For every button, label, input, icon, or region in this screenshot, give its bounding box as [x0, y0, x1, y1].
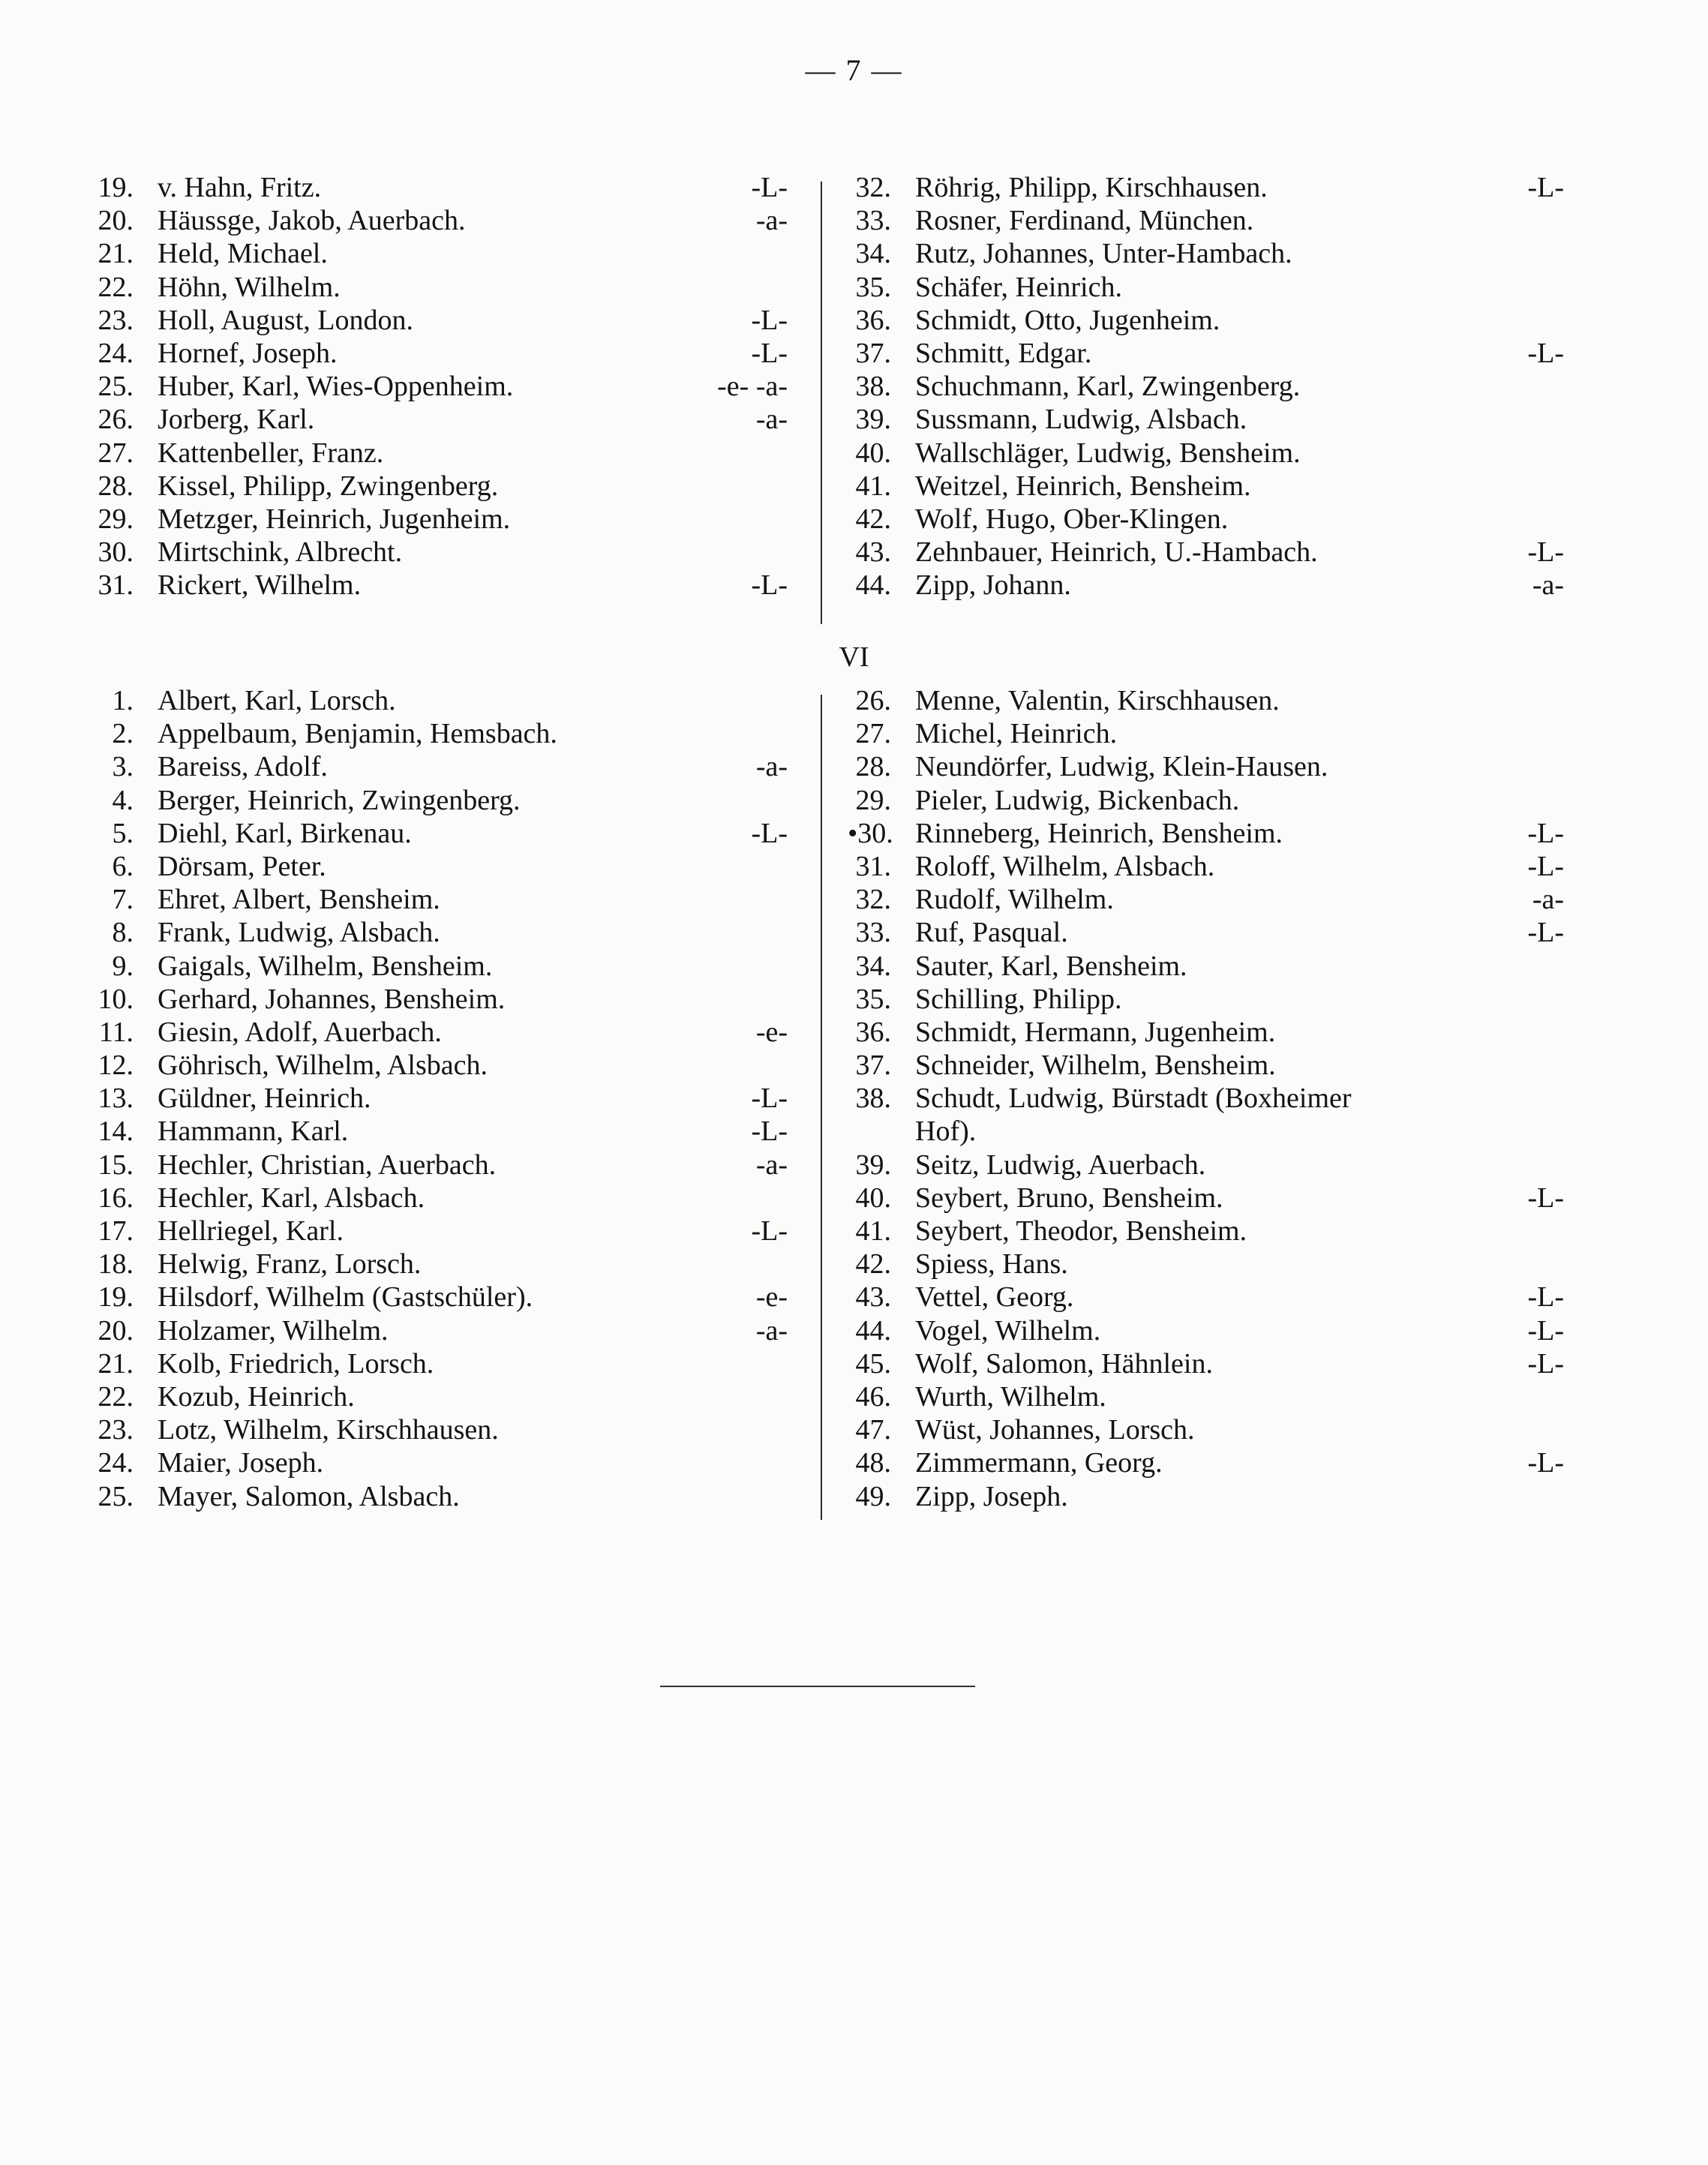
entry-number: 35. — [855, 271, 891, 303]
entry-name: Kolb, Friedrich, Lorsch. — [158, 1347, 434, 1380]
entry-name: Höhn, Wilhelm. — [158, 271, 341, 303]
list-item — [90, 784, 788, 817]
list-item — [90, 883, 788, 916]
entry-number: 13. — [98, 1082, 134, 1115]
list-item — [90, 950, 788, 983]
entry-name: Zehnbauer, Heinrich, U.-Hambach. — [915, 536, 1318, 569]
entry-number: 46. — [855, 1380, 891, 1413]
entry-number: 24. — [98, 1447, 134, 1479]
list-item — [848, 983, 1564, 1016]
list-item — [90, 1480, 788, 1513]
entry-number: 39. — [855, 1149, 891, 1181]
list-item — [90, 850, 788, 883]
entry-mark: -L- — [1527, 337, 1564, 369]
list-item — [90, 1016, 788, 1049]
entry-name: Schudt, Ludwig, Bürstadt (Boxheimer — [915, 1082, 1352, 1115]
entry-number: 49. — [855, 1480, 891, 1512]
entry-name: Sussmann, Ludwig, Alsbach. — [915, 404, 1247, 436]
list-item — [848, 304, 1564, 337]
entry-number: 14. — [98, 1116, 134, 1148]
entry-name: Rickert, Wilhelm. — [158, 569, 362, 602]
list-item — [90, 1347, 788, 1380]
entry-number: 29. — [855, 784, 891, 816]
list-item — [90, 536, 788, 569]
list-item — [848, 1248, 1564, 1281]
entry-number: 9. — [112, 950, 134, 982]
entry-name: Röhrig, Philipp, Kirschhausen. — [915, 172, 1268, 203]
entry-name: Hellriegel, Karl. — [158, 1215, 344, 1247]
entry-number: 4. — [112, 784, 134, 816]
entry-number: 36. — [855, 304, 891, 336]
list-item — [848, 569, 1564, 602]
entry-name: Bareiss, Adolf. — [158, 751, 328, 783]
entry-number: 8. — [112, 917, 134, 949]
entry-number: 22. — [98, 1380, 134, 1413]
entry-number: 5. — [112, 817, 134, 849]
section-heading-vi: VI — [839, 641, 869, 673]
entry-number: 39. — [855, 404, 891, 436]
entry-number: 11. — [98, 1016, 134, 1048]
list-item — [90, 503, 788, 536]
list-item — [90, 569, 788, 602]
section-top — [0, 171, 1708, 614]
entry-number: 32. — [855, 172, 891, 203]
entry-mark: -L- — [1527, 917, 1564, 949]
entry-name: Göhrisch, Wilhelm, Alsbach. — [158, 1049, 488, 1082]
column-left — [90, 684, 788, 1513]
entry-name: Wüst, Johannes, Lorsch. — [915, 1414, 1195, 1446]
list-item — [90, 470, 788, 503]
entry-name: Seybert, Theodor, Bensheim. — [915, 1215, 1247, 1247]
entry-name: Berger, Heinrich, Zwingenberg. — [158, 784, 521, 816]
entry-number: 43. — [855, 536, 891, 569]
list-item — [90, 1049, 788, 1082]
section-vi — [0, 684, 1708, 1524]
list-item — [90, 983, 788, 1016]
entry-number: 48. — [855, 1447, 891, 1479]
list-item — [90, 1413, 788, 1446]
entry-number: 47. — [855, 1414, 891, 1446]
list-item — [848, 370, 1564, 403]
list-item — [848, 1281, 1564, 1314]
list-item — [848, 470, 1564, 503]
entry-name: Rutz, Johannes, Unter-Hambach. — [915, 238, 1292, 270]
entry-number: 15. — [98, 1149, 134, 1181]
entry-number: 25. — [98, 371, 134, 403]
list-item — [848, 684, 1564, 717]
entry-mark: -L- — [1527, 850, 1564, 882]
entry-name: Diehl, Karl, Birkenau. — [158, 817, 412, 849]
entry-number: 37. — [855, 337, 891, 369]
entry-number: 19. — [98, 1281, 134, 1314]
entry-mark: -L- — [751, 337, 788, 369]
entry-number: 26. — [98, 404, 134, 436]
entry-number: 31. — [98, 569, 134, 602]
entry-mark: -a- — [755, 751, 788, 783]
entry-mark: -e- — [755, 1016, 788, 1048]
entry-name: v. Hahn, Fritz. — [158, 172, 322, 203]
entry-name: Ehret, Albert, Bensheim. — [158, 884, 440, 916]
list-item — [848, 1182, 1564, 1215]
entry-number: 7. — [112, 884, 134, 916]
list-item — [90, 916, 788, 949]
list-item — [90, 1082, 788, 1115]
entry-number: 23. — [98, 304, 134, 336]
entry-number: 20. — [98, 1314, 134, 1347]
entry-name: Zipp, Joseph. — [915, 1480, 1068, 1512]
entry-number: 23. — [98, 1414, 134, 1446]
list-item — [848, 171, 1564, 204]
entry-name: Lotz, Wilhelm, Kirschhausen. — [158, 1414, 499, 1446]
entry-number: 35. — [855, 983, 891, 1015]
entry-number: 33. — [855, 205, 891, 237]
entry-number: 21. — [98, 238, 134, 270]
entry-number: 38. — [855, 1082, 891, 1115]
list-item — [90, 750, 788, 783]
list-item — [90, 817, 788, 850]
entry-mark: -a- — [755, 404, 788, 436]
list-item — [90, 237, 788, 270]
entry-name: Jorberg, Karl. — [158, 404, 315, 436]
entry-name: Neundörfer, Ludwig, Klein-Hausen. — [915, 751, 1328, 783]
entry-number: 19. — [98, 172, 134, 203]
column-left — [90, 171, 788, 602]
list-item — [848, 403, 1564, 436]
entry-number: 3. — [112, 751, 134, 783]
entry-number: 25. — [98, 1480, 134, 1512]
list-item — [90, 1314, 788, 1347]
list-item — [848, 271, 1564, 304]
list-item — [90, 304, 788, 337]
list-item — [848, 437, 1564, 470]
entry-mark: -L- — [1527, 817, 1564, 849]
entry-number: 10. — [98, 983, 134, 1015]
list-item — [848, 784, 1564, 817]
entry-number: 44. — [855, 1314, 891, 1347]
entry-mark: -a- — [755, 1314, 788, 1347]
list-item — [848, 1413, 1564, 1446]
entry-number: 42. — [855, 503, 891, 535]
entry-name: Schmitt, Edgar. — [915, 337, 1092, 369]
entry-name: Güldner, Heinrich. — [158, 1082, 371, 1115]
entry-mark: -L- — [1527, 536, 1564, 569]
list-item — [848, 1380, 1564, 1413]
list-item — [848, 337, 1564, 370]
list-item — [90, 1248, 788, 1281]
entry-name: Schneider, Wilhelm, Bensheim. — [915, 1049, 1276, 1082]
list-item — [90, 1115, 788, 1148]
entry-mark: -L- — [1527, 1347, 1564, 1380]
entry-mark: -L- — [1527, 1182, 1564, 1214]
entry-number: 45. — [855, 1347, 891, 1380]
column-right — [848, 684, 1564, 1513]
entry-mark: -L- — [751, 1116, 788, 1148]
entry-name: Gerhard, Johannes, Bensheim. — [158, 983, 506, 1015]
list-item — [90, 1215, 788, 1248]
list-item — [90, 1182, 788, 1215]
entry-name: Rudolf, Wilhelm. — [915, 884, 1114, 916]
column-divider — [821, 695, 822, 1520]
list-item — [848, 883, 1564, 916]
list-item — [90, 437, 788, 470]
entry-name: Dörsam, Peter. — [158, 850, 326, 882]
entry-number: 2. — [112, 718, 134, 750]
list-item — [848, 536, 1564, 569]
entry-number: 44. — [855, 569, 891, 602]
entry-name: Sauter, Karl, Bensheim. — [915, 950, 1187, 982]
list-item — [90, 1281, 788, 1314]
entry-name: Frank, Ludwig, Alsbach. — [158, 917, 440, 949]
entry-number: 20. — [98, 205, 134, 237]
entry-number: 38. — [855, 371, 891, 403]
entry-number: 41. — [855, 1215, 891, 1247]
list-item — [90, 403, 788, 436]
entry-number: 28. — [855, 751, 891, 783]
entry-name: Kozub, Heinrich. — [158, 1380, 355, 1413]
entry-mark: -a- — [1532, 569, 1564, 602]
list-item — [848, 916, 1564, 949]
list-item — [848, 1082, 1564, 1115]
list-item — [848, 204, 1564, 237]
entry-mark: -L- — [1527, 1281, 1564, 1314]
entry-name: Seybert, Bruno, Bensheim. — [915, 1182, 1223, 1214]
entry-name: Schmidt, Otto, Jugenheim. — [915, 304, 1220, 336]
list-item — [90, 337, 788, 370]
entry-name: Seitz, Ludwig, Auerbach. — [915, 1149, 1206, 1181]
end-rule — [660, 1686, 975, 1687]
list-item — [90, 684, 788, 717]
entry-name: Huber, Karl, Wies-Oppenheim. — [158, 371, 514, 403]
entry-name: Maier, Joseph. — [158, 1447, 324, 1479]
list-item — [848, 503, 1564, 536]
entry-name: Pieler, Ludwig, Bickenbach. — [915, 784, 1240, 816]
entry-name: Vettel, Georg. — [915, 1281, 1074, 1314]
entry-mark: -L- — [1527, 172, 1564, 203]
entry-mark: -e- -a- — [717, 371, 788, 403]
entry-number: 6. — [112, 850, 134, 882]
entry-number: 24. — [98, 337, 134, 369]
list-item — [90, 717, 788, 750]
list-item — [90, 171, 788, 204]
list-item — [90, 1380, 788, 1413]
entry-number: 33. — [855, 917, 891, 949]
entry-number: 36. — [855, 1016, 891, 1048]
entry-name: Wolf, Salomon, Hähnlein. — [915, 1347, 1213, 1380]
entry-name: Zipp, Johann. — [915, 569, 1071, 602]
list-item — [848, 1480, 1564, 1513]
page-number: — 7 — — [805, 53, 903, 87]
list-item — [90, 204, 788, 237]
entry-number: 29. — [98, 503, 134, 535]
entry-number: 42. — [855, 1248, 891, 1281]
entry-name: Menne, Valentin, Kirschhausen. — [915, 685, 1280, 716]
list-item — [90, 1149, 788, 1182]
entry-number: 32. — [855, 884, 891, 916]
entry-name: Held, Michael. — [158, 238, 328, 270]
entry-name: Wallschläger, Ludwig, Bensheim. — [915, 437, 1301, 469]
entry-mark: -L- — [751, 172, 788, 203]
entry-name: Wurth, Wilhelm. — [915, 1380, 1106, 1413]
entry-name: Kissel, Philipp, Zwingenberg. — [158, 470, 499, 502]
entry-name: Spiess, Hans. — [915, 1248, 1068, 1281]
entry-mark: -a- — [1532, 884, 1564, 916]
entry-mark: -L- — [751, 1082, 788, 1115]
entry-number: •30. — [848, 817, 893, 849]
entry-name: Hilsdorf, Wilhelm (Gastschüler). — [158, 1281, 533, 1314]
entry-mark: -L- — [751, 817, 788, 849]
entry-name: Hechler, Karl, Alsbach. — [158, 1182, 425, 1214]
column-right — [848, 171, 1564, 602]
entry-name: Gaigals, Wilhelm, Bensheim. — [158, 950, 493, 982]
entry-name: Rinneberg, Heinrich, Bensheim. — [915, 817, 1283, 849]
entry-name: Appelbaum, Benjamin, Hemsbach. — [158, 718, 557, 750]
entry-name: Helwig, Franz, Lorsch. — [158, 1248, 422, 1281]
entry-number: 28. — [98, 470, 134, 502]
entry-name: Rosner, Ferdinand, München. — [915, 205, 1254, 237]
entry-number: 37. — [855, 1049, 891, 1082]
list-item — [848, 750, 1564, 783]
entry-name: Hof). — [915, 1116, 977, 1148]
entry-name: Hornef, Joseph. — [158, 337, 338, 369]
entry-number: 31. — [855, 850, 891, 882]
entry-mark: -a- — [755, 1149, 788, 1181]
entry-number: 27. — [855, 718, 891, 750]
entry-name: Albert, Karl, Lorsch. — [158, 685, 396, 716]
entry-name: Häussge, Jakob, Auerbach. — [158, 205, 466, 237]
entry-number: 1. — [112, 685, 134, 716]
entry-number: 40. — [855, 437, 891, 469]
entry-name: Zimmermann, Georg. — [915, 1447, 1163, 1479]
list-item — [848, 237, 1564, 270]
entry-name: Roloff, Wilhelm, Alsbach. — [915, 850, 1215, 882]
entry-number: 22. — [98, 271, 134, 303]
list-item — [848, 950, 1564, 983]
entry-number: 43. — [855, 1281, 891, 1314]
list-item — [848, 1016, 1564, 1049]
entry-number: 26. — [855, 685, 891, 716]
entry-number: 21. — [98, 1347, 134, 1380]
entry-name: Schäfer, Heinrich. — [915, 271, 1122, 303]
entry-name: Weitzel, Heinrich, Bensheim. — [915, 470, 1251, 502]
list-item — [848, 1347, 1564, 1380]
entry-name: Wolf, Hugo, Ober-Klingen. — [915, 503, 1229, 535]
entry-mark: -L- — [751, 569, 788, 602]
list-item — [848, 717, 1564, 750]
entry-number: 27. — [98, 437, 134, 469]
entry-name: Mayer, Salomon, Alsbach. — [158, 1480, 460, 1512]
list-item — [90, 271, 788, 304]
entry-number: 41. — [855, 470, 891, 502]
entry-name: Michel, Heinrich. — [915, 718, 1118, 750]
entry-mark: -L- — [1527, 1314, 1564, 1347]
list-item — [848, 817, 1564, 850]
entry-mark: -L- — [751, 1215, 788, 1247]
entry-name: Metzger, Heinrich, Jugenheim. — [158, 503, 511, 535]
entry-name: Giesin, Adolf, Auerbach. — [158, 1016, 442, 1048]
entry-mark: -L- — [751, 304, 788, 336]
entry-name: Vogel, Wilhelm. — [915, 1314, 1101, 1347]
list-item — [90, 370, 788, 403]
entry-name: Mirtschink, Albrecht. — [158, 536, 403, 569]
list-item — [848, 1149, 1564, 1182]
list-item — [848, 1314, 1564, 1347]
entry-name: Holzamer, Wilhelm. — [158, 1314, 389, 1347]
entry-number: 12. — [98, 1049, 134, 1082]
entry-name: Schmidt, Hermann, Jugenheim. — [915, 1016, 1276, 1048]
entry-number: 34. — [855, 950, 891, 982]
entry-name: Schilling, Philipp. — [915, 983, 1122, 1015]
list-item — [848, 1049, 1564, 1082]
entry-number: 30. — [98, 536, 134, 569]
entry-number: 16. — [98, 1182, 134, 1214]
entry-number: 17. — [98, 1215, 134, 1247]
list-item — [848, 850, 1564, 883]
entry-name: Holl, August, London. — [158, 304, 413, 336]
list-item — [90, 1446, 788, 1479]
entry-number: 18. — [98, 1248, 134, 1281]
entry-name: Hammann, Karl. — [158, 1116, 349, 1148]
list-item — [848, 1446, 1564, 1479]
entry-mark: -a- — [755, 205, 788, 237]
list-item — [848, 1215, 1564, 1248]
entry-name: Schuchmann, Karl, Zwingenberg. — [915, 371, 1301, 403]
entry-mark: -e- — [755, 1281, 788, 1314]
entry-number: 34. — [855, 238, 891, 270]
entry-name: Kattenbeller, Franz. — [158, 437, 384, 469]
entry-name: Ruf, Pasqual. — [915, 917, 1068, 949]
column-divider — [821, 182, 822, 624]
entry-name: Hechler, Christian, Auerbach. — [158, 1149, 497, 1181]
entry-mark: -L- — [1527, 1447, 1564, 1479]
list-item — [848, 1115, 1564, 1148]
entry-number: 40. — [855, 1182, 891, 1214]
